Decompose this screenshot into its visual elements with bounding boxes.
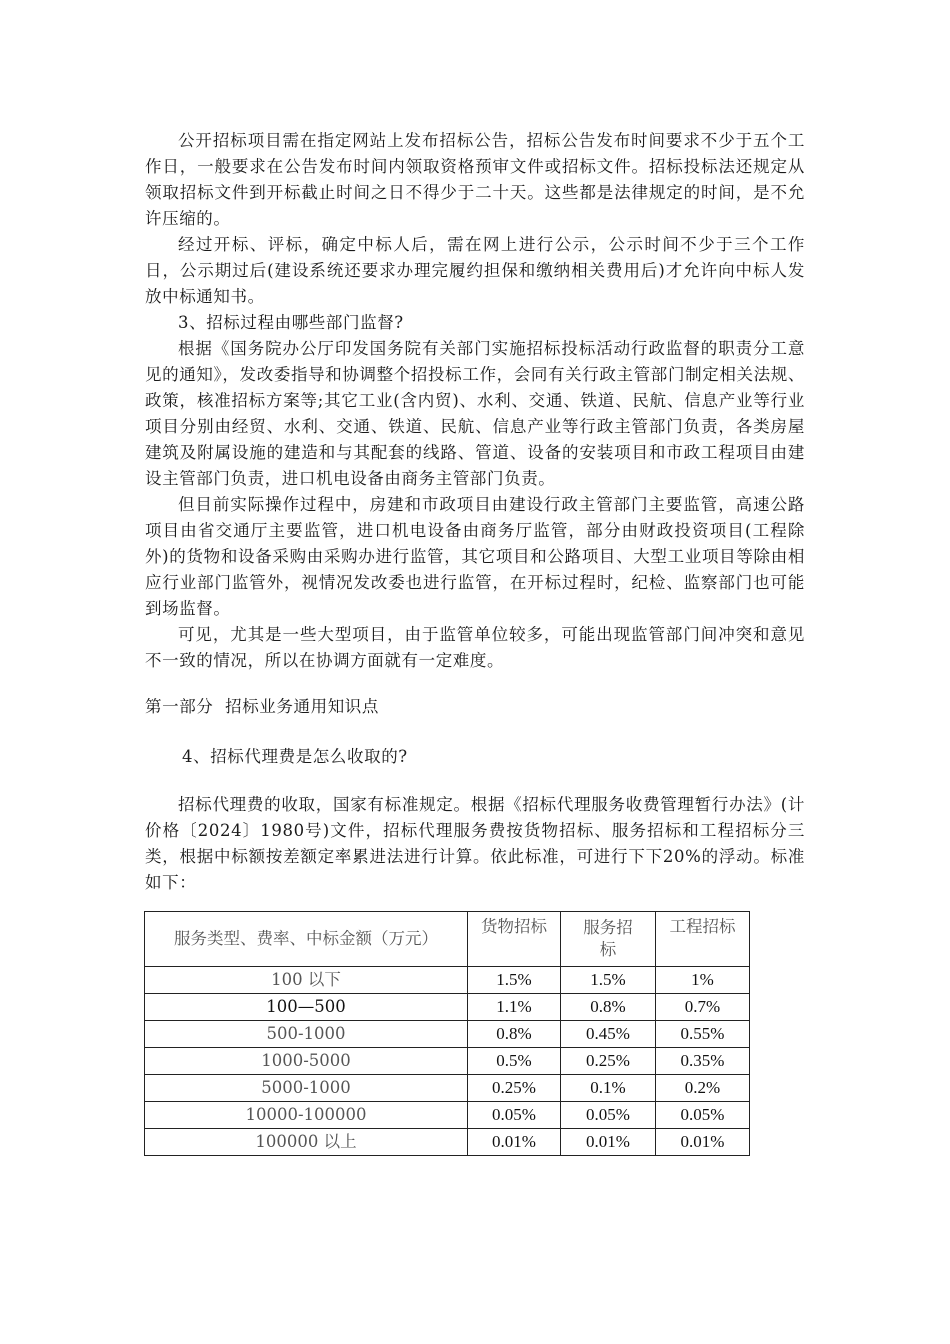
table-row xyxy=(145,1048,750,1075)
goods-rate-cell: 0.5% xyxy=(468,1048,561,1075)
paragraph-fee: 招标代理费的收取，国家有标准规定。根据《招标代理服务收费管理暂行办法》(计价格〔2024〕1980号)文件，招标代理服务费按货物招标、服务招标和工程招标分三类，根据中标额按差额定率累进法进行计算。依此标准，可进行下下20%的浮动。标准如下： xyxy=(145,795,805,892)
header-cell-engineering: 工程招标 xyxy=(656,912,750,967)
header-cell-services: 服务招标 xyxy=(561,912,656,967)
range-cell: 100000 以上 xyxy=(145,1129,468,1156)
table-row xyxy=(145,967,750,994)
engineering-rate-cell: 0.35% xyxy=(656,1048,750,1075)
services-rate-cell: 0.25% xyxy=(561,1048,656,1075)
fee-paragraph-block xyxy=(145,792,805,896)
engineering-rate-cell: 1% xyxy=(656,967,750,994)
paragraph-announcement: 公开招标项目需在指定网站上发布招标公告，招标公告发布时间要求不少于五个工作日，一般要求在公告发布时间内领取资格预审文件或招标文件。招标投标法还规定从领取招标文件到开标截止时间之日不得少于二十天。这些都是法律规定的时间，是不允许压缩的。 xyxy=(145,131,805,228)
goods-rate-cell: 0.01% xyxy=(468,1129,561,1156)
fee-table xyxy=(144,911,750,1156)
engineering-rate-cell: 0.01% xyxy=(656,1129,750,1156)
paragraph-supervision-rules: 根据《国务院办公厅印发国务院有关部门实施招标投标活动行政监督的职责分工意见的通知》，发改委指导和协调整个招投标工作，会同有关行政主管部门制定相关法规、政策，核准招标方案等;其它工业(含内贸)、水利、交通、铁道、民航、信息产业等行业项目分别由经贸、水利、交通、铁道、民航、信息产业等行政主管部门负责，各类房屋建筑及附属设施的建造和与其配套的线路、管道、设备的安装项目和市政工程项目由建设主管部门负责，进口机电设备由商务主管部门负责。 xyxy=(145,339,805,488)
engineering-rate-cell: 0.55% xyxy=(656,1021,750,1048)
engineering-rate-cell: 0.05% xyxy=(656,1102,750,1129)
table-row xyxy=(145,1075,750,1102)
body-text xyxy=(145,128,805,674)
range-cell: 1000-5000 xyxy=(145,1048,468,1075)
paragraph-supervision-practice: 但目前实际操作过程中，房建和市政项目由建设行政主管部门主要监管，高速公路项目由省交通厅主要监管，进口机电设备由商务厅监管，部分由财政投资项目(工程除外)的货物和设备采购由采购办进行监管，其它项目和公路项目、大型工业项目等除由相应行业部门监管外，视情况发改委也进行监管，在开标过程时，纪检、监察部门也可能到场监督。 xyxy=(145,495,805,618)
table-row xyxy=(145,1102,750,1129)
engineering-rate-cell: 0.7% xyxy=(656,994,750,1021)
header-cell-goods: 货物招标 xyxy=(468,912,561,967)
header-cell-service-type: 服务类型、费率、中标金额（万元） xyxy=(145,912,468,967)
range-cell: 5000-1000 xyxy=(145,1075,468,1102)
table-header-row xyxy=(145,912,750,967)
range-cell: 10000-100000 xyxy=(145,1102,468,1129)
paragraph-conclusion: 可见，尤其是一些大型项目，由于监管单位较多，可能出现监管部门间冲突和意见不一致的情况，所以在协调方面就有一定难度。 xyxy=(145,625,805,670)
question-4-heading: 4、招标代理费是怎么收取的? xyxy=(182,747,408,766)
services-rate-cell: 1.5% xyxy=(561,967,656,994)
goods-rate-cell: 0.25% xyxy=(468,1075,561,1102)
services-rate-cell: 0.1% xyxy=(561,1075,656,1102)
range-cell: 100—500 xyxy=(145,994,468,1021)
services-rate-cell: 0.05% xyxy=(561,1102,656,1129)
table-row xyxy=(145,1129,750,1156)
table-row xyxy=(145,994,750,1021)
goods-rate-cell: 0.05% xyxy=(468,1102,561,1129)
question-3-heading: 3、招标过程由哪些部门监督? xyxy=(178,313,404,332)
services-rate-cell: 0.01% xyxy=(561,1129,656,1156)
goods-rate-cell: 1.1% xyxy=(468,994,561,1021)
services-rate-cell: 0.8% xyxy=(561,994,656,1021)
goods-rate-cell: 0.8% xyxy=(468,1021,561,1048)
section-heading: 第一部分 招标业务通用知识点 xyxy=(145,697,379,716)
range-cell: 500-1000 xyxy=(145,1021,468,1048)
range-cell: 100 以下 xyxy=(145,967,468,994)
table-row xyxy=(145,1021,750,1048)
goods-rate-cell: 1.5% xyxy=(468,967,561,994)
paragraph-publicity: 经过开标、评标，确定中标人后，需在网上进行公示，公示时间不少于三个工作日，公示期过后(建设系统还要求办理完履约担保和缴纳相关费用后)才允许向中标人发放中标通知书。 xyxy=(145,235,805,306)
services-rate-cell: 0.45% xyxy=(561,1021,656,1048)
engineering-rate-cell: 0.2% xyxy=(656,1075,750,1102)
